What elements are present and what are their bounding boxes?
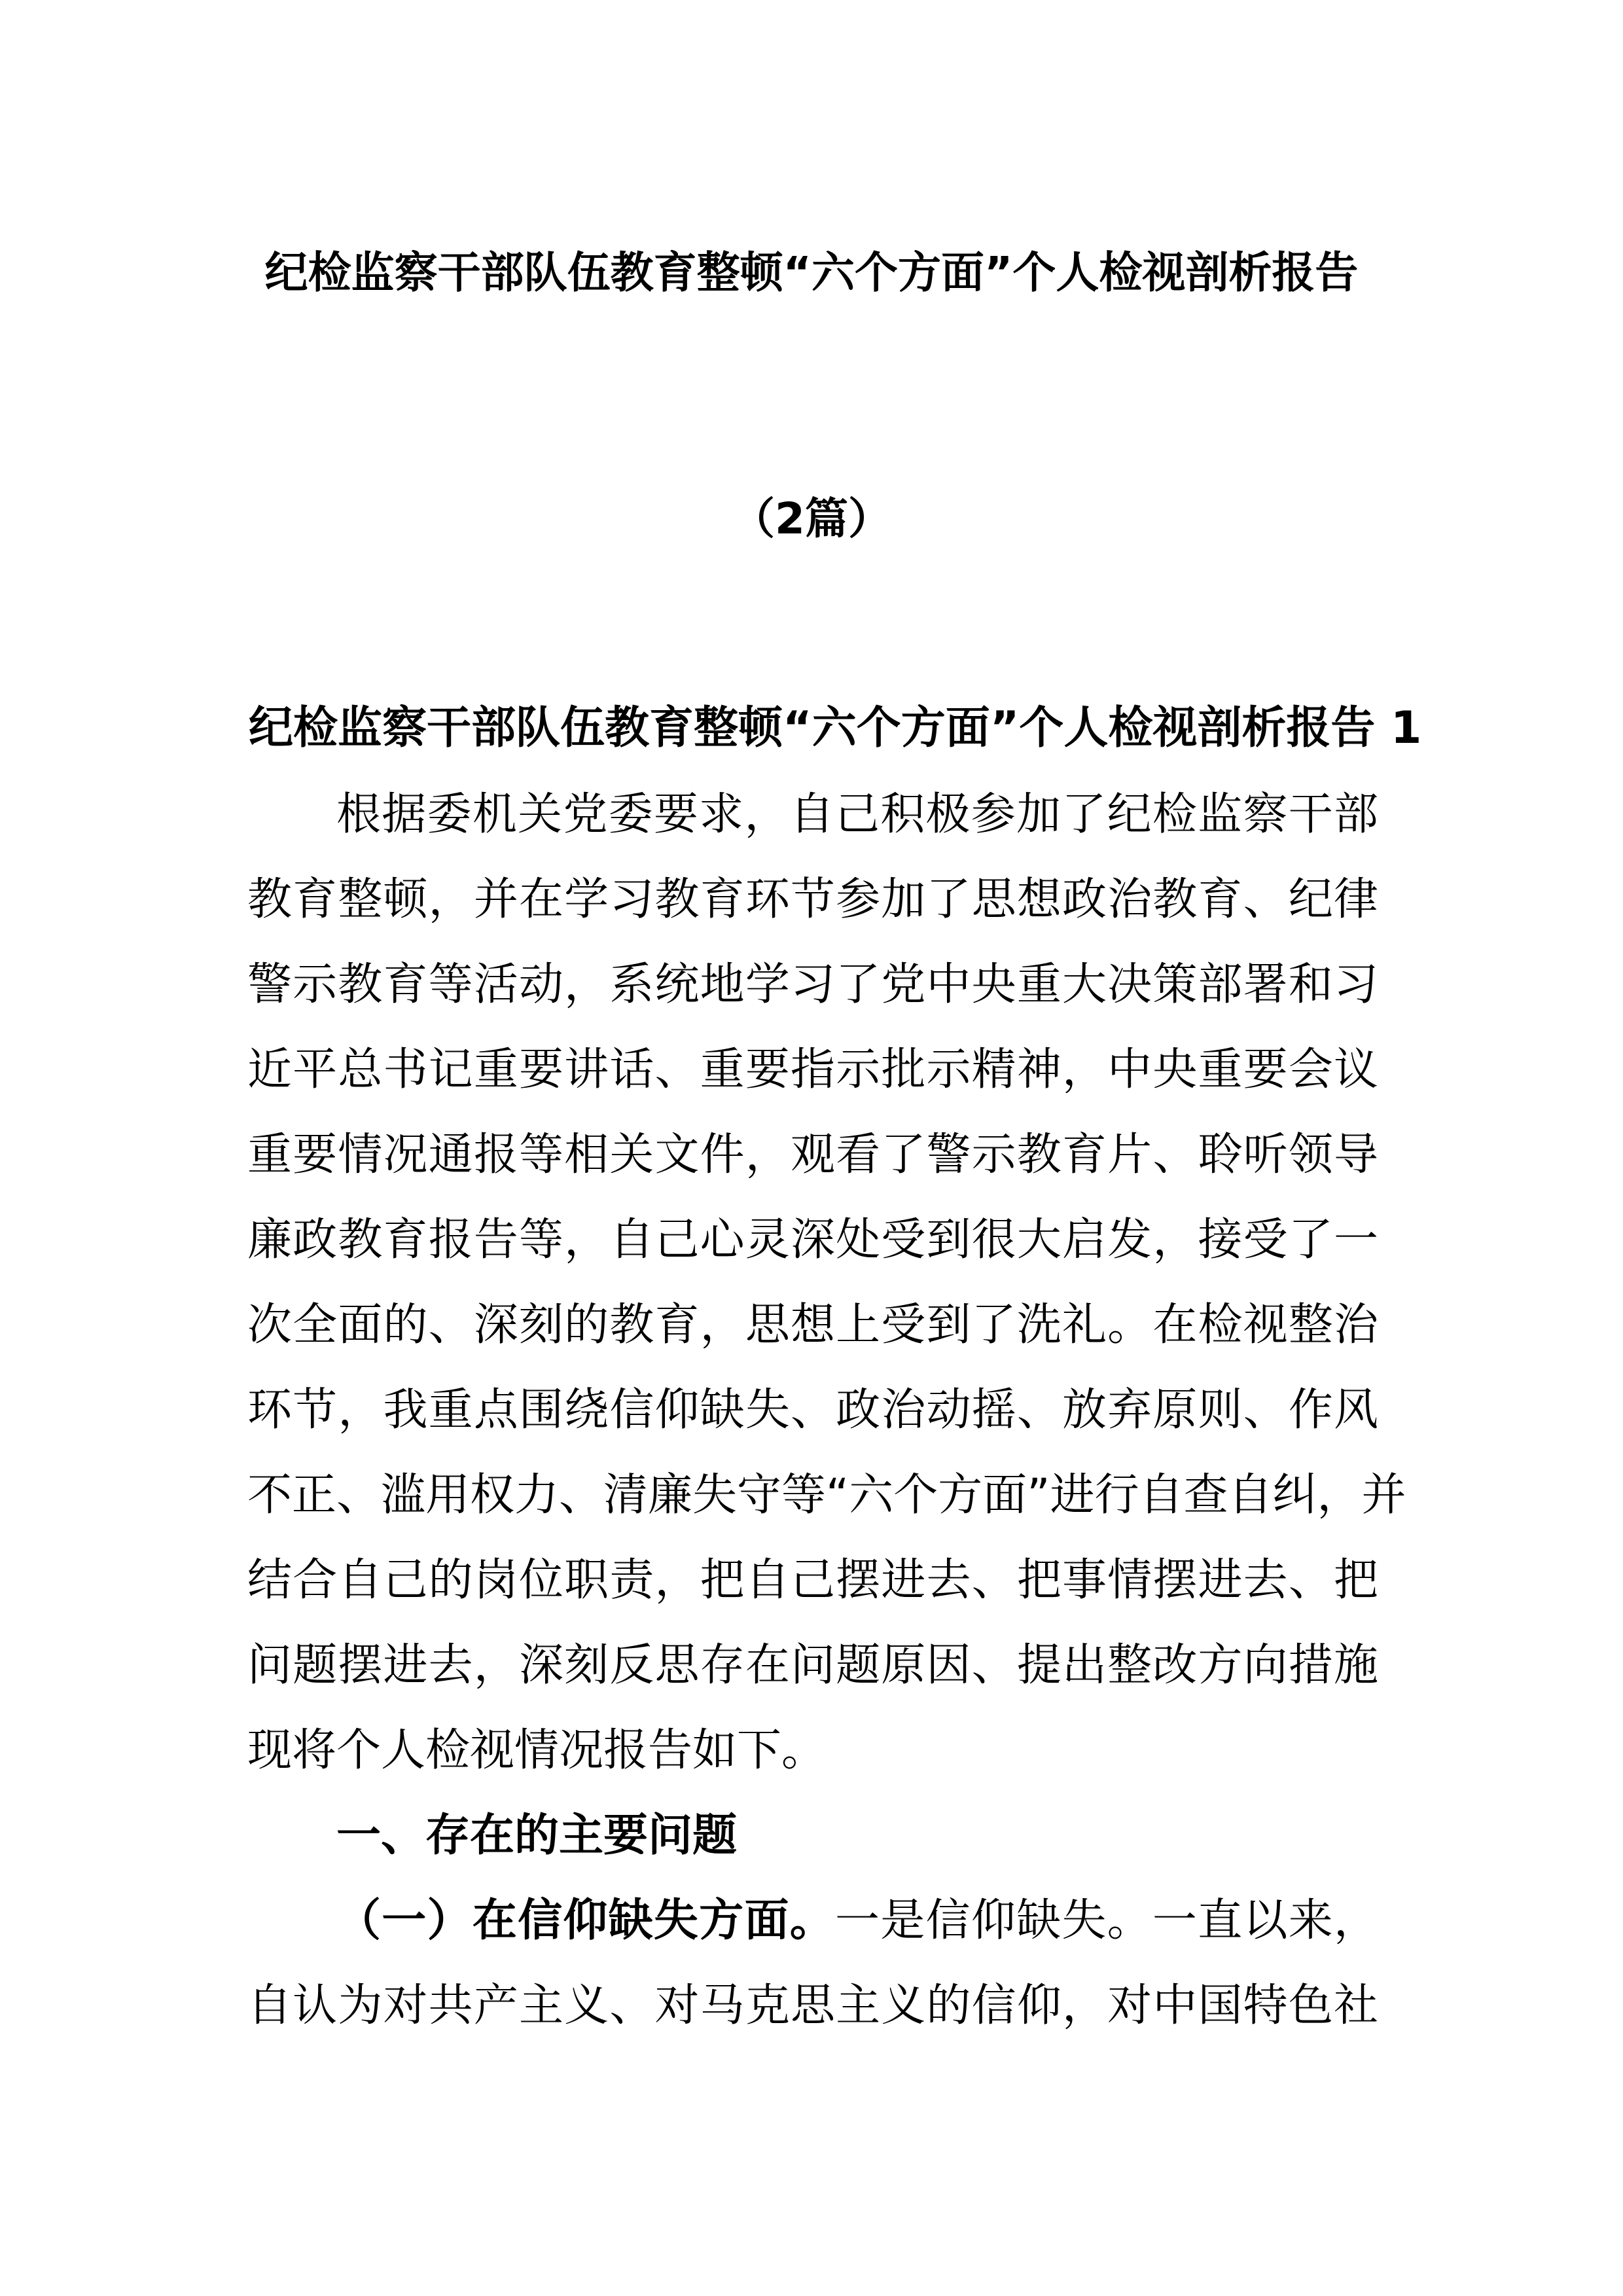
paragraph-line: 根据委机关党委要求，自己积极参加了纪检监察干部 (336, 789, 1378, 840)
paragraph-line: 现将个人检视情况报告如下。 (247, 1725, 827, 1776)
paragraph-line: 自认为对共产主义、对马克思主义的信仰，对中国特色社 (247, 1980, 1378, 2032)
paragraph-line: 近平总书记重要讲话、重要指示批示精神，中央重要会议 (247, 1044, 1378, 1096)
paragraph-line: 问题摆进去，深刻反思存在问题原因、提出整改方向措施 (247, 1640, 1378, 1691)
subsection-label: （一）在信仰缺失方面。 (336, 1895, 835, 1946)
paragraph-line: 次全面的、深刻的教育，思想上受到了洗礼。在检视整治 (247, 1299, 1378, 1351)
subsection-first-line (336, 1888, 1378, 1954)
document-subtitle: （2篇） (732, 493, 891, 544)
subsection-text: 一是信仰缺失。一直以来， (835, 1895, 1378, 1946)
section-heading: 一、存在的主要问题 (336, 1810, 738, 1861)
paragraph-line: 重要情况通报等相关文件，观看了警示教育片、聆听领导 (247, 1129, 1378, 1181)
paragraph-line: 不正、滥用权力、清廉失守等“六个方面”进行自查自纠，并 (247, 1469, 1406, 1521)
document-title: 纪检监察干部队伍教育整顿“六个方面”个人检视剖析报告 (264, 247, 1359, 298)
paragraph-line: 警示教育等活动，系统地学习了党中央重大决策部署和习 (247, 959, 1378, 1011)
paragraph-line: 教育整顿，并在学习教育环节参加了思想政治教育、纪律 (247, 874, 1378, 925)
paragraph-line: 廉政教育报告等，自己心灵深处受到很大启发，接受了一 (247, 1214, 1378, 1266)
report-title: 纪检监察干部队伍教育整顿“六个方面”个人检视剖析报告 1 (249, 702, 1422, 754)
paragraph-line: 结合自己的岗位职责，把自己摆进去、把事情摆进去、把 (247, 1554, 1378, 1606)
paragraph-line: 环节，我重点围绕信仰缺失、政治动摇、放弃原则、作风 (247, 1384, 1378, 1436)
